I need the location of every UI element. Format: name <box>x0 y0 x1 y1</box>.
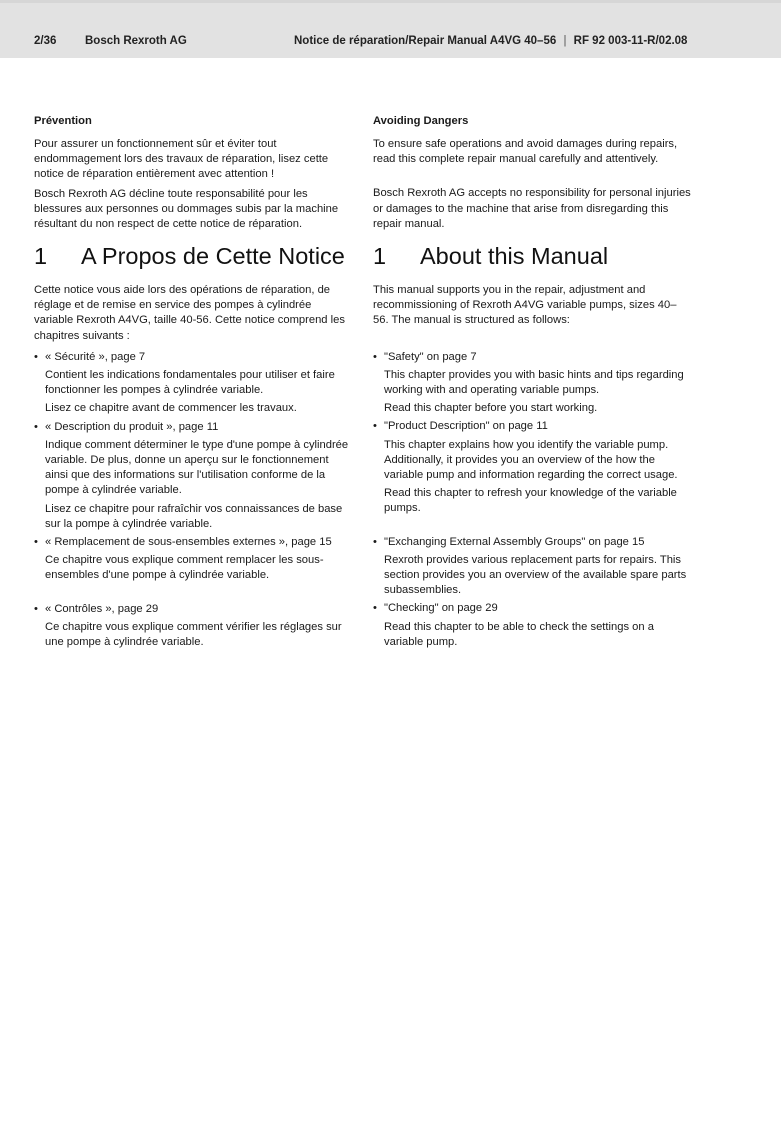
list-item-description: Ce chapitre vous explique comment remplacer les sous-ensembles d'une pompe à cylindrée variable. <box>45 554 324 582</box>
document-reference: RF 92 003-11-R/02.08 <box>573 35 688 47</box>
list-item-description: Read this chapter before you start working. <box>384 402 598 415</box>
chapter-heading <box>34 242 345 270</box>
bullet-icon: • <box>373 350 377 363</box>
company-name: Bosch Rexroth AG <box>85 35 187 47</box>
chapter-intro: Cette notice vous aide lors des opérations de réparation, de réglage et de remise en service des pompes à cylindrée variable Rexroth A4VG, taille 40-56. Cette notice comprend les chapitres suivants : <box>34 284 345 342</box>
list-item-description: Read this chapter to refresh your knowledge of the variable pumps. <box>384 487 677 515</box>
prevention-paragraph: Pour assurer un fonctionnement sûr et éviter tout endommagement lors des travaux de réparation, lisez cette notice de réparation entièrement avec attention ! <box>34 138 329 181</box>
chapter-title: About this Manual <box>420 243 609 269</box>
list-item-link[interactable]: "Product Description" on page 11 <box>384 420 548 433</box>
chapter-list <box>373 350 691 650</box>
list-item <box>34 602 352 651</box>
header-separator: | <box>563 35 567 47</box>
chapter-intro: This manual supports you in the repair, adjustment and recommissioning of Rexroth A4VG variable pumps, sizes 40–56. The manual is structured as follows: <box>373 284 677 327</box>
list-item-description: Read this chapter to be able to check the settings on a variable pump. <box>384 620 654 648</box>
list-item-description: Ce chapitre vous explique comment vérifier les réglages sur une pompe à cylindrée variable. <box>45 620 342 649</box>
list-item <box>373 535 691 599</box>
document-title-text: Notice de réparation/Repair Manual A4VG 40–56 <box>294 35 557 47</box>
page-header <box>0 0 781 58</box>
document-title <box>294 35 687 47</box>
list-item <box>373 350 691 417</box>
french-column <box>34 114 352 649</box>
list-item-link[interactable]: « Contrôles », page 29 <box>45 602 159 615</box>
list-item <box>34 535 352 584</box>
prevention-heading: Avoiding Dangers <box>373 115 469 127</box>
chapter-intro-block <box>34 283 352 653</box>
list-item-description: This chapter provides you with basic hints and tips regarding working with and operating variable pumps. <box>384 368 684 397</box>
bullet-icon: • <box>373 602 377 615</box>
list-item <box>373 419 691 516</box>
chapter-heading <box>373 242 608 270</box>
list-item <box>34 350 352 417</box>
list-item-link[interactable]: « Description du produit », page 11 <box>45 420 219 433</box>
list-item-description: Rexroth provides various replacement parts for repairs. This section provides you an overview of the available spare parts subassemblies. <box>384 553 687 597</box>
bullet-icon: • <box>34 350 38 363</box>
chapter-number: 1 <box>34 243 48 269</box>
chapter-list <box>34 350 352 650</box>
list-item-link[interactable]: "Exchanging External Assembly Groups" on page 15 <box>384 535 645 548</box>
prevention-paragraph: Bosch Rexroth AG décline toute responsabilité pour les blessures aux personnes ou dommages subis par la machine résultant du non respect de cette notice de réparation. <box>34 187 339 231</box>
bullet-icon: • <box>34 420 38 433</box>
list-item-link[interactable]: "Checking" on page 29 <box>384 602 498 615</box>
list-item <box>373 601 691 650</box>
list-item-link[interactable]: « Sécurité », page 7 <box>45 350 146 363</box>
bullet-icon: • <box>34 602 38 615</box>
list-item-description: Lisez ce chapitre avant de commencer les travaux. <box>45 402 297 415</box>
english-column <box>373 114 691 648</box>
prevention-paragraph: Bosch Rexroth AG accepts no responsibility for personal injuries or damages to the machine that arise from disregarding this repair manual. <box>373 187 691 230</box>
list-item <box>34 420 352 532</box>
list-item-description: This chapter explains how you identify the variable pump. Additionally, it provides you an overview of the how the variable pump and information regarding the correct usage. <box>384 438 678 482</box>
prevention-paragraph: To ensure safe operations and avoid damages during repairs, read this complete repair manual carefully and attentively. <box>373 138 678 166</box>
chapter-title: A Propos de Cette Notice <box>81 243 345 269</box>
list-item-link[interactable]: « Remplacement de sous-ensembles externes », page 15 <box>45 536 332 549</box>
bullet-icon: • <box>373 420 377 433</box>
list-item-description: Indique comment déterminer le type d'une pompe à cylindrée variable. De plus, donne un aperçu sur le fonctionnement ainsi que des informations sur l'utilisation conforme de la pompe à cylindrée variable. <box>45 438 349 497</box>
bullet-icon: • <box>373 535 377 548</box>
chapter-intro-block <box>373 283 691 653</box>
chapter-number: 1 <box>373 243 387 269</box>
prevention-heading: Prévention <box>34 115 92 127</box>
list-item-description: Contient les indications fondamentales pour utiliser et faire fonctionner les pompes à cylindrée variable. <box>45 369 335 397</box>
list-item-link[interactable]: "Safety" on page 7 <box>384 350 477 363</box>
bullet-icon: • <box>34 536 38 549</box>
list-item-description: Lisez ce chapitre pour rafraîchir vos connaissances de base sur la pompe à cylindrée variable. <box>45 502 343 530</box>
page-number: 2/36 <box>34 35 57 47</box>
